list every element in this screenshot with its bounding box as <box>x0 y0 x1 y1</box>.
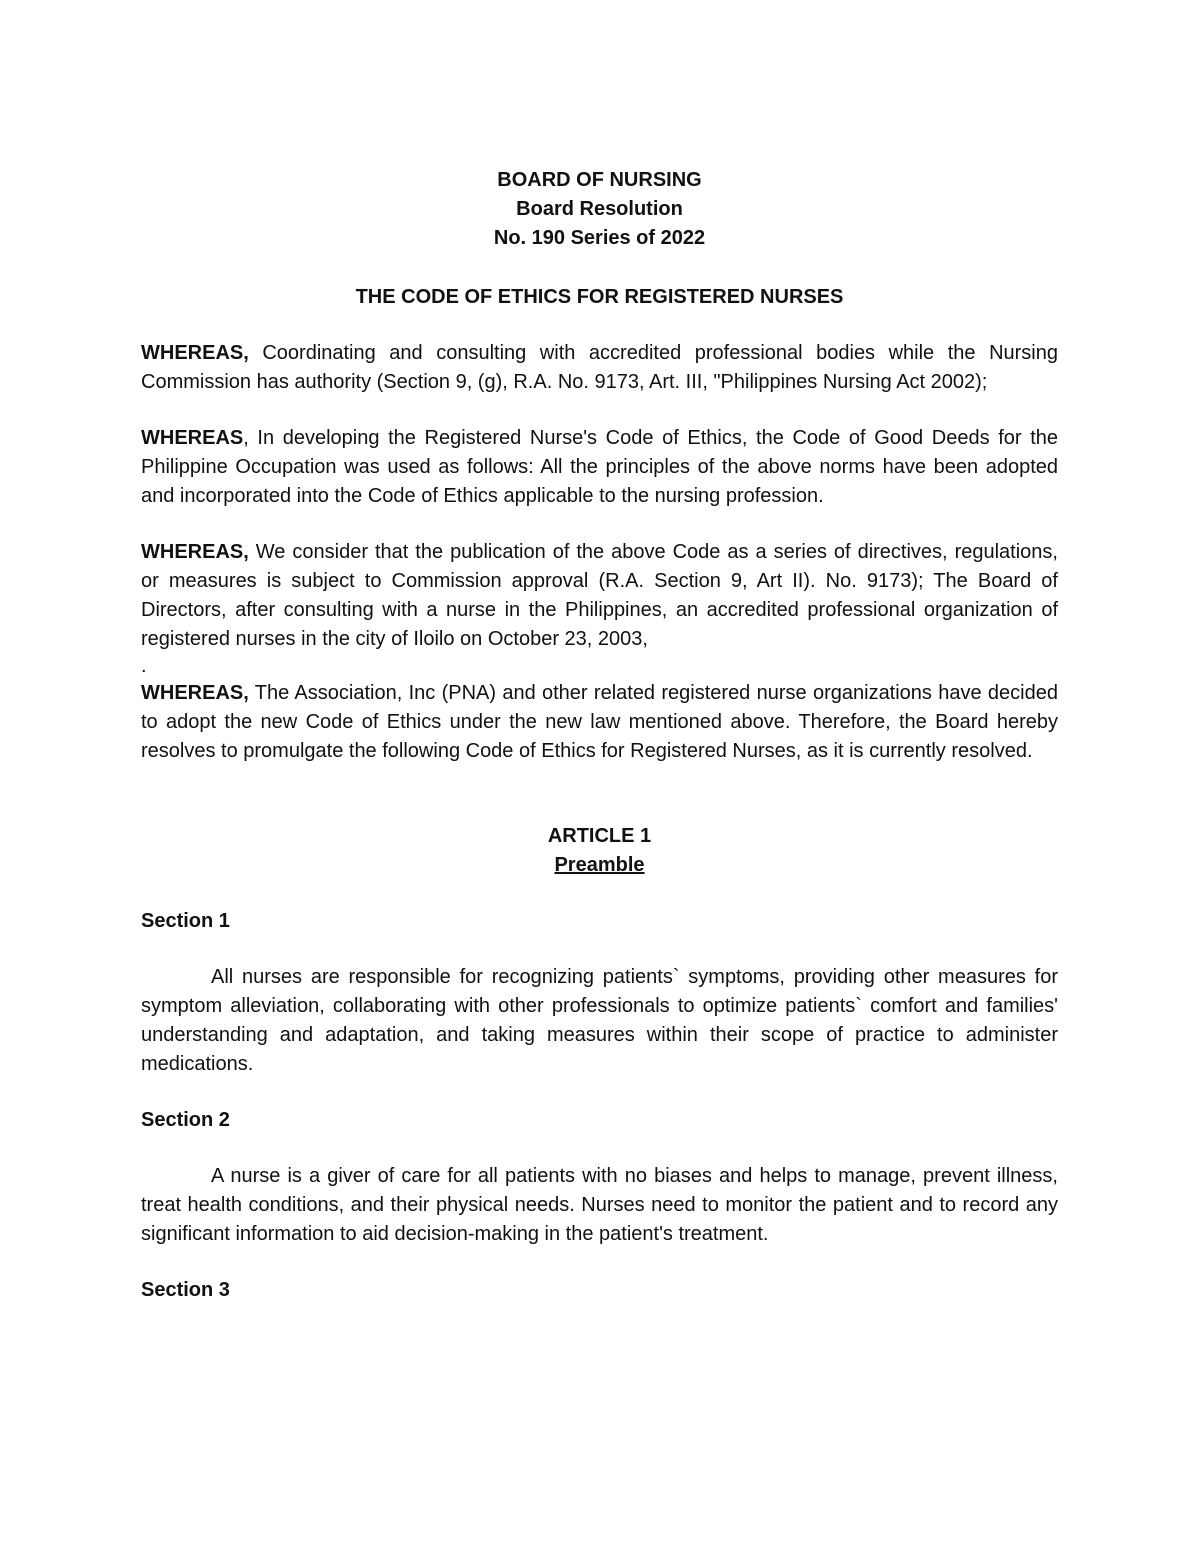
section-1-title: Section 1 <box>141 910 230 932</box>
article-label: ARTICLE 1 <box>547 825 652 847</box>
whereas-text: Coordinating and consulting with accredited professional bodies while the Nursing Commission has authority (Section 9, (g), R.A. No. 9173, Art. III, "Philippines Nursing Act 2002); <box>141 342 1058 393</box>
resolution-type: Board Resolution <box>516 198 683 220</box>
resolution-header <box>141 166 1058 253</box>
whereas-clause-3 <box>141 538 1058 654</box>
document-title: THE CODE OF ETHICS FOR REGISTERED NURSES <box>355 286 844 308</box>
article-heading <box>141 822 1058 880</box>
resolution-number: No. 190 Series of 2022 <box>493 227 706 249</box>
whereas-label: WHEREAS, <box>141 342 249 364</box>
whereas-text: The Association, Inc (PNA) and other related registered nurse organizations have decided to adopt the new Code of Ethics under the new law mentioned above. Therefore, the Board hereby resolves to promulgate the following Code of Ethics for Registered Nurses, as it is currently resolved. <box>141 682 1058 762</box>
whereas-clause-2 <box>141 424 1058 511</box>
whereas-label: WHEREAS, <box>141 541 249 563</box>
article-subtitle: Preamble <box>554 854 645 876</box>
section-2-body: A nurse is a giver of care for all patients with no biases and helps to manage, prevent illness, treat health conditions, and their physical needs. Nurses need to monitor the patient and to record any significant information to aid decision-making in the patient's treatment. <box>141 1165 1058 1245</box>
document-page <box>141 166 1058 1305</box>
whereas-text: , In developing the Registered Nurse's Code of Ethics, the Code of Good Deeds for the Philippine Occupation was used as follows: All the principles of the above norms have been adopted and incorporated into the Code of Ethics applicable to the nursing profession. <box>141 427 1058 507</box>
whereas-clause-1 <box>141 339 1058 397</box>
section-2-title: Section 2 <box>141 1109 230 1131</box>
section-1-body: All nurses are responsible for recognizing patients` symptoms, providing other measures for symptom alleviation, collaborating with other professionals to optimize patients` comfort and families' understanding and adaptation, and taking measures within their scope of practice to administer medications. <box>141 966 1058 1075</box>
whereas-label: WHEREAS <box>141 427 244 449</box>
stray-dot: . <box>141 655 147 677</box>
section-3-title: Section 3 <box>141 1279 230 1301</box>
whereas-label: WHEREAS, <box>141 682 249 704</box>
whereas-clause-4 <box>141 679 1058 766</box>
whereas-text: We consider that the publication of the above Code as a series of directives, regulations, or measures is subject to Commission approval (R.A. Section 9, Art II). No. 9173); The Board of Directors, after consulting with a nurse in the Philippines, an accredited professional organization of registered nurses in the city of Iloilo on October 23, 2003, <box>141 541 1058 650</box>
board-name: BOARD OF NURSING <box>497 169 702 191</box>
